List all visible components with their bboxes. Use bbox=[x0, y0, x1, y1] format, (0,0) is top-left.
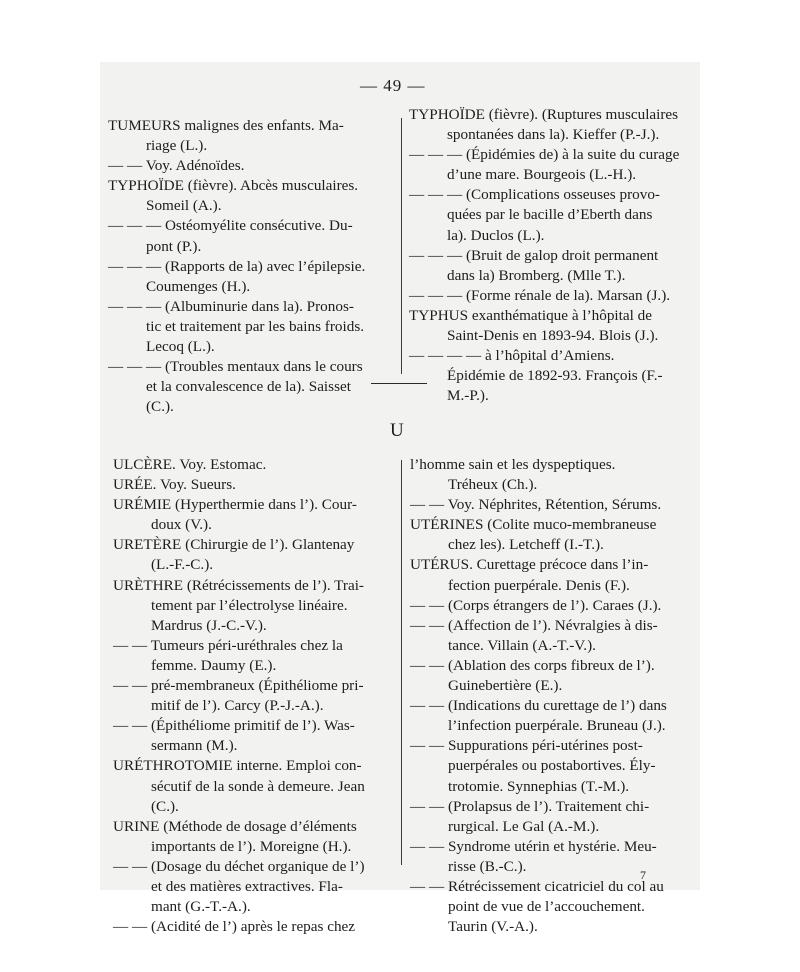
entry-line: — — pré-membraneux (Épithéliome pri- bbox=[113, 677, 364, 695]
entry-line: — — Voy. Adénoïdes. bbox=[108, 157, 245, 175]
index-entry bbox=[113, 535, 393, 575]
entry-continuation-line: la). Duclos (L.). bbox=[447, 226, 545, 244]
index-entry bbox=[113, 857, 393, 917]
entry-continuation-line: l’infection puerpérale. Bruneau (J.). bbox=[448, 717, 666, 735]
index-entry bbox=[108, 297, 391, 357]
entry-line: URINE (Méthode de dosage d’éléments bbox=[113, 817, 357, 835]
entry-continuation-line: Épidémie de 1892-93. François (F.- bbox=[447, 367, 663, 385]
entry-continuation-line: sécutif de la sonde à demeure. Jean bbox=[151, 777, 365, 795]
entry-line: — — (Prolapsus de l’). Traitement chi- bbox=[410, 797, 650, 815]
entry-continuation-line: fection puerpérale. Denis (F.). bbox=[448, 576, 630, 594]
index-entry bbox=[409, 185, 689, 245]
index-entry bbox=[410, 656, 690, 696]
index-entry bbox=[113, 917, 393, 937]
index-entry bbox=[108, 156, 391, 176]
index-entry bbox=[410, 515, 690, 555]
entry-continuation-line: chez les). Letcheff (I.-T.). bbox=[448, 536, 604, 554]
column-divider-top bbox=[401, 118, 402, 374]
index-entry bbox=[113, 455, 393, 475]
entry-continuation-line: Taurin (V.-A.). bbox=[448, 918, 538, 936]
page-number: — 49 — bbox=[360, 76, 426, 95]
index-entry bbox=[409, 246, 689, 286]
entry-continuation-line: point de vue de l’accouchement. bbox=[448, 898, 645, 916]
entry-line: TUMEURS malignes des enfants. Ma- bbox=[108, 117, 344, 134]
entry-continuation-line: rurgical. Le Gal (A.-M.). bbox=[448, 817, 600, 835]
index-entry bbox=[410, 495, 690, 515]
entry-continuation-line: spontanées dans la). Kieffer (P.-J.). bbox=[447, 126, 660, 144]
index-entry bbox=[113, 716, 393, 756]
section-separator bbox=[371, 383, 427, 384]
entry-continuation-line: Someil (A.). bbox=[146, 197, 222, 215]
index-entry bbox=[409, 105, 689, 145]
index-entry bbox=[409, 145, 689, 185]
entry-line: — — Tumeurs péri-uréthrales chez la bbox=[113, 636, 343, 654]
entry-continuation-line: tement par l’électrolyse linéaire. bbox=[151, 596, 348, 614]
entry-line: — — — (Forme rénale de la). Marsan (J.). bbox=[409, 286, 671, 304]
entry-line: — — — (Rapports de la) avec l’épilepsie. bbox=[108, 257, 366, 275]
entry-continuation-line: (L.-F.-C.). bbox=[151, 556, 214, 574]
index-entry bbox=[409, 306, 689, 346]
index-entry bbox=[410, 616, 690, 656]
entry-continuation-line: Saint-Denis en 1893-94. Blois (J.). bbox=[447, 327, 659, 345]
entry-line: URETÈRE (Chirurgie de l’). Glantenay bbox=[113, 536, 355, 554]
entry-line: TYPHOÏDE (fièvre). Abcès musculaires. bbox=[108, 177, 359, 195]
index-entry bbox=[108, 216, 391, 256]
index-entry bbox=[410, 696, 690, 736]
index-entry bbox=[410, 877, 690, 937]
entry-line: — — — (Albuminurie dans la). Pronos- bbox=[108, 297, 354, 315]
entry-line: URÈTHRE (Rétrécissements de l’). Trai- bbox=[113, 576, 364, 594]
entry-continuation-line: (C.). bbox=[151, 797, 179, 815]
entry-continuation-line: risse (B.-C.). bbox=[448, 857, 527, 875]
entry-line: — — Syndrome utérin et hystérie. Meu- bbox=[410, 837, 657, 855]
entry-line: TYPHOÏDE (fièvre). (Ruptures musculaires bbox=[409, 106, 679, 123]
index-entry bbox=[108, 357, 391, 417]
index-entry bbox=[108, 176, 391, 216]
entry-continuation-line: femme. Daumy (E.). bbox=[151, 656, 277, 674]
entry-continuation-line: doux (V.). bbox=[151, 516, 212, 534]
index-entry bbox=[410, 837, 690, 877]
entry-continuation-line: et la convalescence de la). Saisset bbox=[146, 378, 351, 396]
entry-continuation-line: mitif de l’). Carcy (P.-J.-A.). bbox=[151, 697, 324, 715]
index-column-bottom-right bbox=[410, 455, 690, 937]
index-entry bbox=[113, 676, 393, 716]
entry-line: — — Rétrécissement cicatriciel du col au bbox=[410, 877, 664, 895]
entry-continuation-line: importants de l’). Moreigne (H.). bbox=[151, 837, 352, 855]
section-letter: U bbox=[390, 420, 404, 441]
index-entry bbox=[108, 116, 391, 156]
entry-line: — — (Acidité de l’) après le repas chez bbox=[113, 918, 356, 936]
entry-line: l’homme sain et les dyspeptiques. bbox=[410, 456, 616, 473]
entry-line: — — — Ostéomyélite consécutive. Du- bbox=[108, 217, 353, 235]
printer-signature: 7 bbox=[640, 868, 646, 882]
entry-continuation-line: tance. Villain (A.-T.-V.). bbox=[448, 636, 596, 654]
entry-line: — — — (Bruit de galop droit permanent bbox=[409, 246, 659, 264]
entry-continuation-line: Coumenges (H.). bbox=[146, 277, 251, 295]
entry-continuation-line: M.-P.). bbox=[447, 387, 489, 405]
index-column-top-right bbox=[409, 105, 689, 406]
index-entry bbox=[113, 495, 393, 535]
entry-line: — — — (Troubles mentaux dans le cours bbox=[108, 358, 363, 376]
entry-line: URÉTHROTOMIE interne. Emploi con- bbox=[113, 757, 362, 775]
entry-line: — — Suppurations péri-utérines post- bbox=[410, 737, 643, 755]
index-entry bbox=[113, 817, 393, 857]
entry-line: — — Voy. Néphrites, Rétention, Sérums. bbox=[410, 496, 662, 514]
entry-continuation-line: et des matières extractives. Fla- bbox=[151, 877, 343, 895]
entry-continuation-line: d’une mare. Bourgeois (L.-H.). bbox=[447, 166, 637, 184]
entry-line: — — (Épithéliome primitif de l’). Was- bbox=[113, 717, 355, 735]
entry-continuation-line: Mardrus (J.-C.-V.). bbox=[151, 616, 267, 634]
entry-continuation-line: quées par le bacille d’Eberth dans bbox=[447, 206, 653, 224]
entry-continuation-line: riage (L.). bbox=[146, 137, 208, 155]
index-entry bbox=[108, 257, 391, 297]
entry-continuation-line: tic et traitement par les bains froids. bbox=[146, 317, 365, 335]
entry-line: — — (Dosage du déchet organique de l’) bbox=[113, 857, 365, 875]
entry-line: — — — — à l’hôpital d’Amiens. bbox=[409, 347, 615, 365]
column-divider-bottom bbox=[401, 460, 402, 865]
entry-continuation-line: dans la) Bromberg. (Mlle T.). bbox=[447, 266, 626, 284]
entry-line: TYPHUS exanthématique à l’hôpital de bbox=[409, 306, 652, 324]
index-column-bottom-left bbox=[113, 455, 393, 937]
entry-line: — — (Ablation des corps fibreux de l’). bbox=[410, 656, 655, 674]
index-entry bbox=[409, 286, 689, 306]
index-entry bbox=[410, 555, 690, 595]
entry-line: ULCÈRE. Voy. Estomac. bbox=[113, 456, 267, 473]
entry-line: UTÉRINES (Colite muco-membraneuse bbox=[410, 516, 657, 534]
entry-line: — — (Indications du curettage de l’) dans bbox=[410, 697, 667, 715]
index-column-top-left bbox=[108, 116, 391, 417]
entry-line: UTÉRUS. Curettage précoce dans l’in- bbox=[410, 556, 649, 574]
entry-continuation-line: trotomie. Synnephias (T.-M.). bbox=[448, 777, 630, 795]
index-entry bbox=[409, 346, 689, 406]
entry-continuation-line: Guinebertière (E.). bbox=[448, 677, 563, 695]
entry-continuation-line: Lecoq (L.). bbox=[146, 338, 215, 356]
entry-continuation-line: (C.). bbox=[146, 398, 174, 416]
index-entry bbox=[113, 576, 393, 636]
entry-line: — — (Affection de l’). Névralgies à dis- bbox=[410, 616, 658, 634]
entry-line: URÉE. Voy. Sueurs. bbox=[113, 476, 236, 494]
entry-line: — — — (Complications osseuses provo- bbox=[409, 186, 660, 204]
entry-continuation-line: mant (G.-T.-A.). bbox=[151, 898, 251, 916]
index-entry bbox=[113, 475, 393, 495]
entry-continuation-line: sermann (M.). bbox=[151, 737, 238, 755]
index-entry bbox=[113, 756, 393, 816]
entry-continuation-line: Tréheux (Ch.). bbox=[448, 476, 538, 494]
index-entry bbox=[410, 596, 690, 616]
entry-continuation-line: pont (P.). bbox=[146, 237, 202, 255]
entry-line: — — (Corps étrangers de l’). Caraes (J.). bbox=[410, 596, 662, 614]
index-entry bbox=[410, 797, 690, 837]
entry-continuation-line: puerpérales ou postabortives. Ély- bbox=[448, 757, 656, 775]
entry-line: URÉMIE (Hyperthermie dans l’). Cour- bbox=[113, 496, 357, 514]
index-entry bbox=[113, 636, 393, 676]
index-entry bbox=[410, 736, 690, 796]
entry-line: — — — (Épidémies de) à la suite du curage bbox=[409, 146, 680, 164]
index-entry bbox=[410, 455, 690, 495]
